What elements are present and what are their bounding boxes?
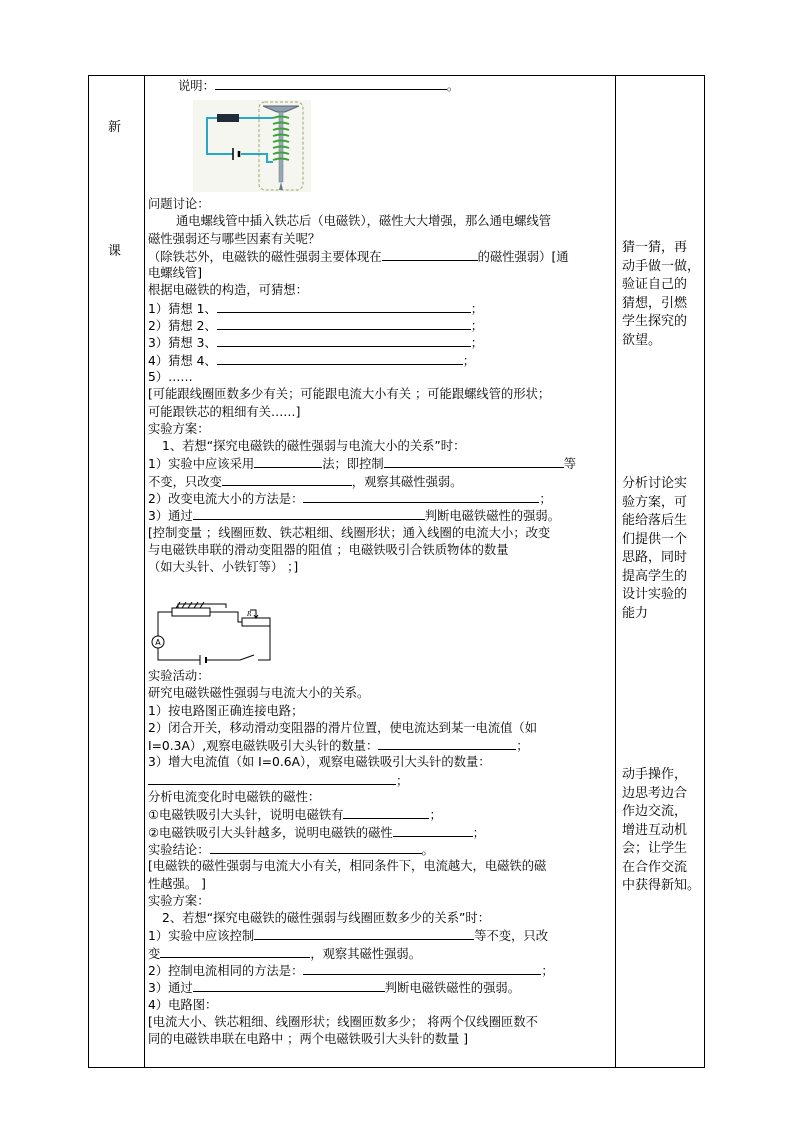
teaching-note-1: 猜一猜，再 动手做一做， 验证自己的 猜想，引燃 学生探究的 欲望。 xyxy=(622,240,701,348)
side-label-ke: 课 xyxy=(108,244,122,259)
teaching-note-2: 分析讨论实 验方案，可 能给落后生 们提供一个 思路，同时 提高学生的 设计实验的 能力 xyxy=(622,476,688,621)
explanation-line: 说明： 。 xyxy=(178,79,460,93)
column-divider-right xyxy=(615,75,616,1068)
electromagnet-figure xyxy=(193,100,311,192)
circuit-diagram xyxy=(150,598,275,666)
main-content-lower: 实验活动： 研究电磁铁磁性强弱与电流大小的关系。 1）按电路图正确连接电路； 2）闭合开关，移动滑动变阻器的滑片位置，使电流达到某一电流值（如 I=0.3A）,观察电磁铁吸引大头针的数量： ； 3）增大电流值（如 I=0.6A），观察电磁铁吸引大头针的数量： ； 分析电流变化时电磁铁的磁性： ①电磁铁吸引大头针，说明电磁铁有 ； ②电磁铁吸引大头针越多，说明电磁铁的磁性 ； 实验结论： 。 [电磁铁的磁性强弱与电流大小有关，相同条件下，电流越大，电磁铁的磁 性越强。 ] 实验方案： 2、若想“探究电磁铁的磁性强弱与线圈匝数多少的关系”时： 1）实验中应该控制 等不变，只改 变 ，观察其磁性强弱。 2）控制电流相同的方法是： ； 3）通过 判断电磁铁磁性的强弱。 4）电路图： [电流大小、铁芯粗细、线圈形状；线圈匝数多少； 将两个仅线圈匝数不 同的电磁铁串联在电路中 ；两个电磁铁吸引大头针的数量 ] xyxy=(148,669,554,1047)
teaching-note-3: 动手操作， 边思考边合 作边交流， 增进互动机 会；让学生 在合作交流 中获得新知。 xyxy=(622,767,701,893)
main-content: 问题讨论： 通电螺线管中插入铁芯后（电磁铁），磁性大大增强，那么通电螺线管 磁性强弱还与哪些因素有关呢？ （除铁芯外，电磁铁的磁性强弱主要体现在 的磁性强弱）[通 电螺线管] 根据电磁铁的构造，可猜想： 1）猜想 1、 ； 2）猜想 2、 ； 3）猜想 3、 ； 4）猜想 4、 ； 5）…… [可能跟线圈匝数多少有关；可能跟电流大小有关 ；可能跟螺线管的形状； 可能跟铁芯的粗细有关……] 实验方案： 1、若想“探究电磁铁的磁性强弱与电流大小的关系”时： 1）实验中应该采用 法；即控制 等 不变，只改变 ，观察其磁性强弱。 2）改变电流大小的方法是： ； 3）通过 判断电磁铁磁性的强弱。 [控制变量 ；线圈匝数、铁芯粗细、线圈形状；通入线圈的电流大小；改变 与电磁铁串联的滑动变阻器的阻值 ；电磁铁吸引合铁质物体的数量 （如大头针、小铁钉等） ；] xyxy=(148,197,577,575)
resistor-label: R xyxy=(247,611,252,618)
column-divider-left xyxy=(144,75,145,1068)
ammeter-label: A xyxy=(155,638,161,647)
side-label-xin: 新 xyxy=(108,120,122,135)
